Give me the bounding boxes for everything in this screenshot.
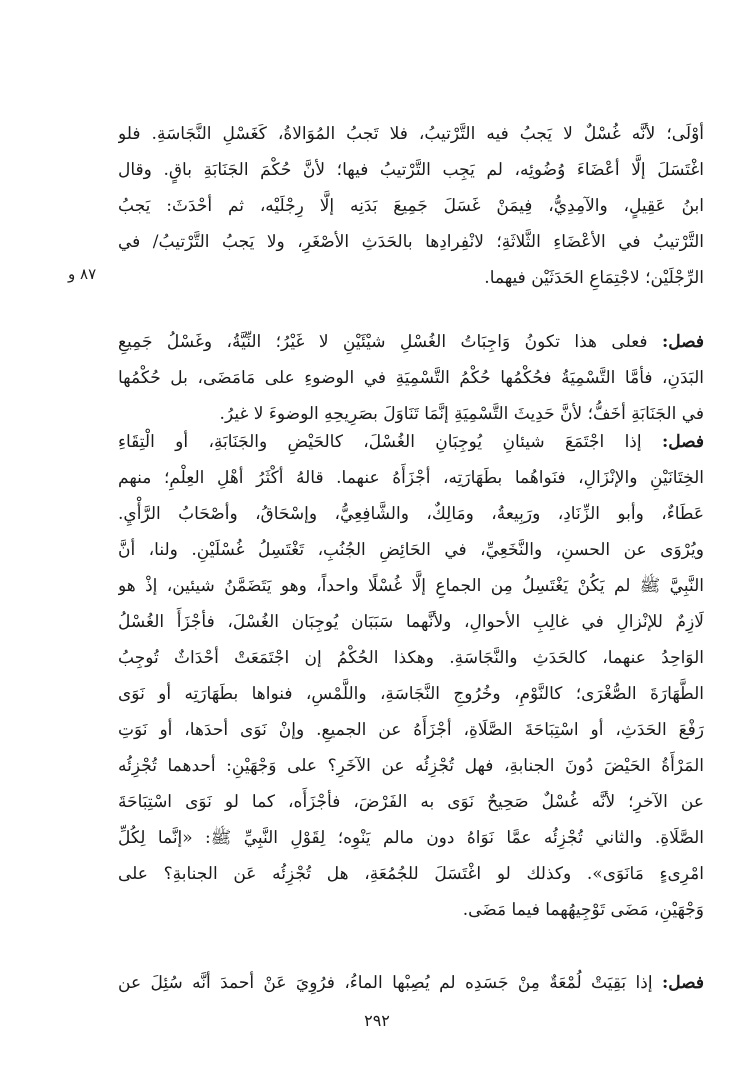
text-line: اغْتَسَلَ إلَّا أعْضَاءَ وُضُوئِه، لم يَجِب التَّرْتيبُ فيها؛ لأنَّ حُكْمَ الجَنَابَةِ باقٍ. وقال — [118, 160, 704, 180]
text-line: فصل: إذا اجْتَمَعَ شيئانِ يُوجِبَانِ الغُسْلَ، كالحَيْضِ والجَنَابَةِ، أو الْتِقَاءِ — [118, 432, 704, 452]
section-marker: فصل: — [661, 432, 704, 452]
margin-folio-note: ٨٧ و — [68, 265, 97, 283]
text-line: المَرْأَةُ الحَيْضَ دُونَ الجنابةِ، فهل تُجْزِئُه عن الآخَرِ؟ على وَجْهَيْنِ: أحدهما تُجْزِئُه — [118, 756, 704, 776]
text-line: عن الآخرِ؛ لأنَّه غُسْلٌ صَحِيحٌ نَوَى به الفَرْضَ، فأجْزَأَه، كما لو نَوَى اسْتِبَاحَةَ — [118, 792, 704, 812]
text-line: لَازِمٌ للإنْزالِ في غالِبِ الأحوالِ، ولأنَّهما سَبَبَان يُوجِبَان الغُسْلَ، فأجْزَأَ الغُسْلُ — [118, 612, 704, 632]
text-line: ويُرْوَى عن الحسنِ، والنَّخَعِيِّ، في الحَائِضِ الجُنُبِ، تَغْتَسِلُ غُسْلَيْنِ. ولنا، أنَّ — [118, 540, 704, 560]
paragraph-3 — [118, 424, 704, 928]
text-line: فصل: إذا بَقِيَتْ لُمْعَةٌ مِنْ جَسَدِه لم يُصِبْها الماءُ، فرُوِيَ عَنْ أحمدَ أنَّه سُئِلَ عن — [118, 973, 704, 993]
text-line: الخِتَانَيْنِ والإنْزَالِ، فنَواهُما بطَهَارَتِه، أجْزَأَهُ عنهما. قالهُ أكْثَرُ أهْلِ العِلْمِ؛ منهم — [118, 468, 704, 488]
text-line: التَّرْتيبُ في الأعْضَاءِ الثَّلاثَةِ؛ لانْفِرادِها بالحَدَثِ الأصْغَرِ، ولا يَجبُ التَّرْتيبُ/ في — [118, 232, 704, 252]
text-line: امْرِىءٍ مَانَوَى». وكذلك لو اغْتَسَلَ للجُمُعَةِ، هل تُجْزِئُه عَن الجنابةِ؟ على — [118, 864, 704, 884]
text-line: رَفْعَ الحَدَثِ، أو اسْتِبَاحَةَ الصَّلَاةِ، أجْزَأَهُ عن الجميعِ. وإنْ نَوَى أحدَها، أو نَوَتِ — [118, 720, 704, 740]
text-line: في الجَنَابَةِ أخَفُّ؛ لأنَّ حَدِيثَ التَّسْمِيَةِ إنَّمَا تَنَاوَلَ بصَرِيحِهِ الوضوءَ لا غيرُ. — [219, 404, 704, 424]
section-marker: فصل: — [661, 973, 704, 993]
text-line: ابنُ عَقِيلٍ، والآمِدِيُّ، فِيمَنْ غَسَلَ جَمِيعَ بَدَنِه إلَّا رِجْلَيْه، ثم أحْدَثَ: يَجبُ — [118, 196, 704, 216]
text-line: الصَّلَاةِ. والثاني تُجْزِئُه عمَّا نَوَاهُ دون مالم يَنْوِه؛ لِقَوْلِ النَّبِيِّ ﷺ: «إنَّما لِكُلِّ — [118, 828, 704, 848]
text-line: الوَاحِدُ عنهما، كالحَدَثِ والنَّجَاسَةِ. وهكذا الحُكْمُ إن اجْتَمَعَتْ أحْدَاثٌ تُوجِبُ — [118, 648, 704, 668]
paragraph-2 — [118, 324, 704, 432]
page-number: ٢٩٢ — [364, 1011, 390, 1030]
text-line: النَّبِيَّ ﷺ لم يَكُنْ يَغْتَسِلُ مِن الجماعِ إلَّا غُسْلًا واحداً، وهو يَتَضَمَّنُ شيئين، إذْ هو — [118, 576, 704, 596]
text-line: أوْلَى؛ لأنَّه غُسْلٌ لا يَجبُ فيه التَّرْتيبُ، فلا تَجبُ المُوَالاةُ، كَغَسْلِ النَّجَاسَةِ. فلو — [118, 124, 704, 144]
text-line: فصل: فعلى هذا تكونُ وَاجِبَاتُ الغُسْلِ شيْئَيْنِ لا غَيْرُ؛ النِّيَّةُ، وغَسْلُ جَمِيعِ — [118, 332, 704, 352]
paragraph-4 — [118, 965, 704, 1001]
section-marker: فصل: — [661, 332, 704, 352]
paragraph-1 — [118, 116, 704, 296]
text-line: عَطَاءٌ، وأبو الزِّنَادِ، ورَبِيعةُ، ومَالِكٌ، والشَّافِعِيُّ، وإسْحَاقُ، وأصْحَابُ الرَّأْيِ. — [118, 504, 704, 524]
text-line: وَجْهَيْنِ، مَضَى تَوْجِيهُهما فيما مَضَى. — [462, 900, 704, 920]
text-line: الطَّهَارَةَ الصُّغْرَى؛ كالنَّوْمِ، وخُرُوجِ النَّجَاسَةِ، واللَّمْسِ، فنواها بطَهَارَتِه أو نَوَى — [118, 684, 704, 704]
text-line: البَدَنِ، فأمَّا التَّسْمِيَةُ فحُكْمُها حُكْمُ التَّسْمِيَةِ في الوضوءِ على مَامَضَى، بل حُكْمُها — [118, 368, 704, 388]
text-line: الرِّجْلَيْن؛ لاجْتِمَاعِ الحَدَثَيْن فيهما. — [484, 268, 704, 288]
